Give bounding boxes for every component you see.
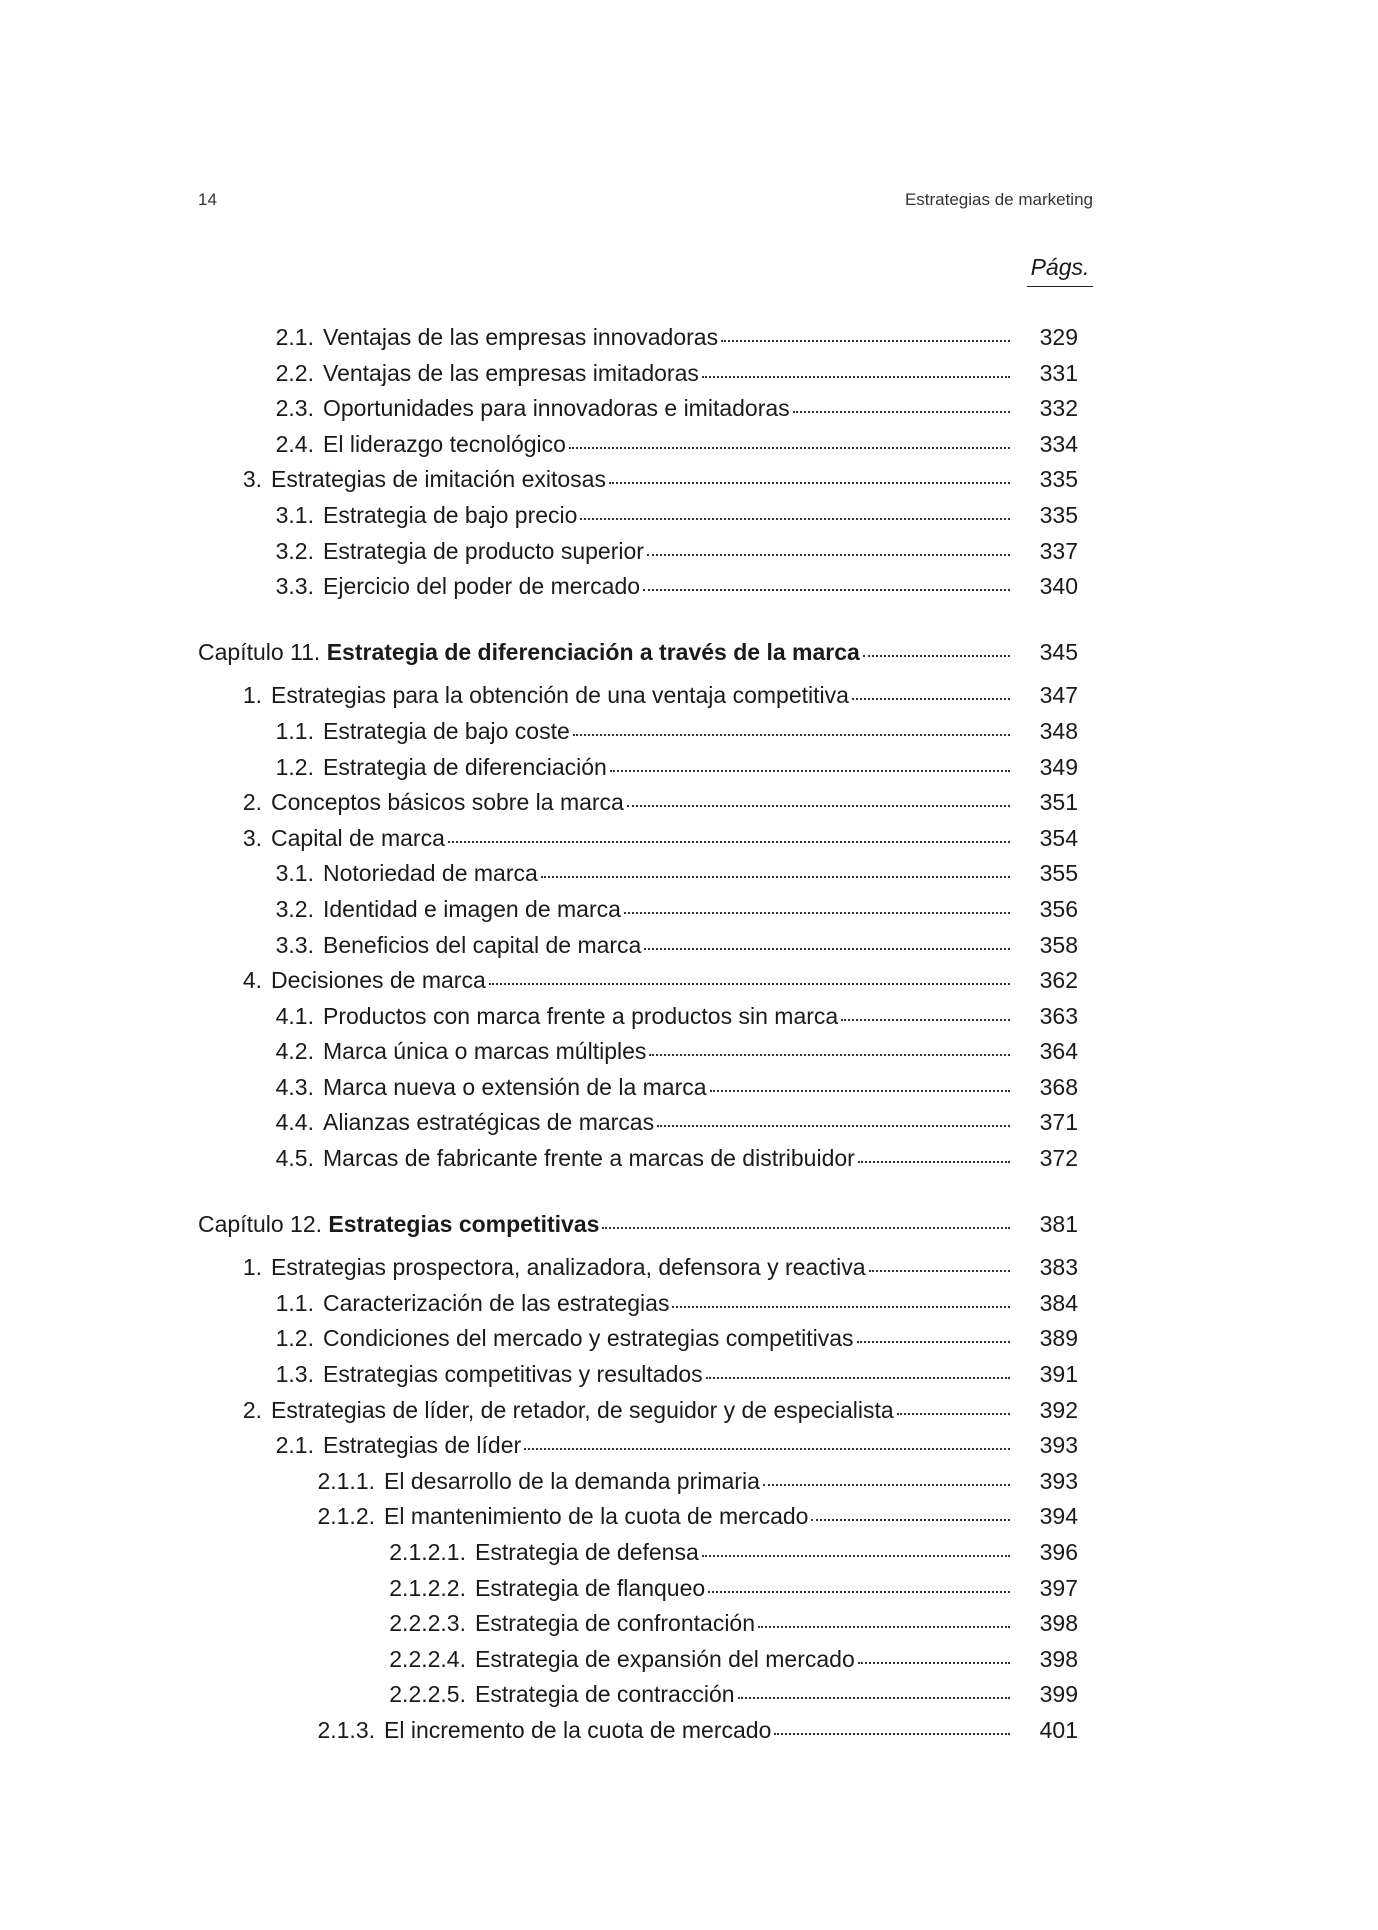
page-ref: 331	[1039, 359, 1078, 386]
dot-leader	[897, 1412, 1010, 1415]
section-title: Conceptos básicos sobre la marca	[271, 789, 624, 816]
dot-leader	[852, 697, 1010, 700]
section-title: Estrategias de imitación exitosas	[271, 466, 606, 493]
toc-entry	[198, 856, 1078, 892]
dot-leader	[448, 840, 1010, 843]
dot-leader	[702, 375, 1010, 378]
section-title: Identidad e imagen de marca	[323, 895, 621, 922]
page-ref: 349	[1039, 753, 1078, 780]
page-ref: 392	[1039, 1396, 1078, 1423]
toc-entry	[198, 1357, 1078, 1393]
dot-leader	[793, 410, 1010, 413]
page-ref: 358	[1039, 931, 1078, 958]
section-number: 4.	[242, 967, 262, 994]
toc-entry	[198, 1677, 1078, 1713]
toc-entry	[198, 892, 1078, 928]
toc-entry	[198, 498, 1078, 534]
section-number: 2.2.2.4.	[389, 1645, 466, 1672]
section-number: 2.1.2.	[317, 1503, 375, 1530]
page-ref: 335	[1039, 501, 1078, 528]
section-title: Notoriedad de marca	[323, 860, 538, 887]
dot-leader	[657, 1124, 1010, 1127]
chapter-prefix: Capítulo 11.	[198, 638, 321, 665]
toc-entry	[198, 1393, 1078, 1429]
page-ref: 396	[1039, 1539, 1078, 1565]
toc-entry	[198, 750, 1078, 786]
page-ref: 393	[1039, 1467, 1078, 1494]
dot-leader	[738, 1696, 1010, 1699]
section-title: Condiciones del mercado y estrategias competitivas	[323, 1325, 854, 1352]
section-title: Estrategia de contracción	[475, 1681, 735, 1708]
toc-entry	[198, 785, 1078, 821]
dot-leader	[609, 481, 1010, 484]
page-ref: 337	[1039, 537, 1078, 564]
page-ref: 335	[1039, 466, 1078, 493]
toc-entry	[198, 714, 1078, 750]
section-number: 2.3.	[275, 395, 314, 422]
toc-entry	[198, 1141, 1078, 1177]
section-title: El liderazgo tecnológico	[323, 430, 566, 457]
dot-leader	[858, 1160, 1010, 1163]
page-ref: 368	[1039, 1073, 1078, 1100]
toc-entry	[198, 928, 1078, 964]
toc-entry	[198, 1464, 1078, 1500]
section-number: 1.2.	[275, 1325, 314, 1352]
section-title: Estrategia de defensa	[475, 1539, 699, 1565]
section-number: 1.2.	[275, 753, 314, 780]
toc-entry	[198, 678, 1078, 714]
dot-leader	[647, 553, 1010, 556]
page-ref: 398	[1039, 1645, 1078, 1672]
toc-entry	[198, 1571, 1078, 1607]
section-title: Capital de marca	[271, 824, 445, 851]
page-ref: 345	[1039, 638, 1078, 665]
chapter-prefix: Capítulo 12.	[198, 1210, 323, 1237]
section-title: Estrategia de expansión del mercado	[475, 1645, 855, 1672]
toc-entry	[198, 1713, 1078, 1749]
section-number: 3.3.	[275, 573, 314, 600]
toc-entry	[198, 534, 1078, 570]
dot-leader	[649, 1053, 1010, 1056]
dot-leader	[610, 769, 1010, 772]
page-ref: 332	[1039, 395, 1078, 422]
section-number: 2.1.2.2.	[389, 1574, 466, 1601]
dot-leader	[811, 1518, 1010, 1521]
section-title: Estrategia de confrontación	[475, 1610, 756, 1637]
toc-entry	[198, 356, 1078, 392]
dot-leader	[710, 1089, 1010, 1092]
dot-leader	[524, 1447, 1010, 1450]
chapter-name: Estrategia de diferenciación a través de la marca	[326, 638, 860, 665]
dot-leader	[644, 947, 1010, 950]
section-number: 2.4.	[275, 430, 314, 457]
dot-leader	[857, 1340, 1010, 1343]
chapter-name: Estrategias competitivas	[328, 1210, 600, 1237]
toc-entry	[198, 1070, 1078, 1106]
section-title: El desarrollo de la demanda primaria	[384, 1467, 760, 1494]
page-ref: 391	[1039, 1361, 1078, 1388]
page-ref: 362	[1039, 967, 1078, 994]
toc-entry	[198, 1286, 1078, 1322]
section-title: Estrategias de líder	[323, 1432, 522, 1459]
section-number: 3.	[242, 466, 262, 493]
toc-entry	[198, 1428, 1078, 1464]
toc-entry	[198, 1250, 1078, 1286]
toc-entry	[198, 1642, 1078, 1678]
toc-entry	[198, 320, 1078, 356]
page-ref: 356	[1039, 895, 1078, 922]
toc-entry	[198, 1034, 1078, 1070]
page-ref: 348	[1039, 717, 1078, 744]
section-title: Estrategias competitivas y resultados	[323, 1361, 703, 1388]
section-number: 4.4.	[275, 1109, 314, 1136]
section-title: Estrategia de producto superior	[323, 537, 644, 564]
section-title: Estrategia de flanqueo	[475, 1574, 706, 1601]
section-number: 2.	[242, 789, 262, 816]
section-number: 2.	[242, 1396, 262, 1423]
page-ref: 329	[1039, 324, 1078, 350]
section-title: Beneficios del capital de marca	[323, 931, 642, 958]
section-number: 3.2.	[275, 895, 314, 922]
dot-leader	[602, 1226, 1010, 1229]
section-number: 2.2.2.3.	[389, 1610, 466, 1637]
section-title: Marca nueva o extensión de la marca	[323, 1073, 707, 1100]
toc-entry	[198, 391, 1078, 427]
section-title: Estrategia de bajo coste	[323, 717, 570, 744]
dot-leader	[774, 1732, 1010, 1735]
dot-leader	[758, 1625, 1010, 1628]
section-number: 4.2.	[275, 1038, 314, 1065]
section-number: 4.5.	[275, 1145, 314, 1172]
section-number: 3.3.	[275, 931, 314, 958]
page-ref: 393	[1039, 1432, 1078, 1459]
dot-leader	[708, 1590, 1010, 1593]
section-number: 3.1.	[275, 860, 314, 887]
page-ref: 384	[1039, 1289, 1078, 1316]
section-number: 3.1.	[275, 501, 314, 528]
dot-leader	[624, 911, 1010, 914]
table-of-contents	[198, 320, 1078, 1749]
toc-entry	[198, 821, 1078, 857]
page-ref: 389	[1039, 1325, 1078, 1352]
section-number: 2.1.	[275, 1432, 314, 1459]
section-number: 3.	[242, 824, 262, 851]
dot-leader	[721, 339, 1010, 342]
section-title: Ejercicio del poder de mercado	[323, 573, 641, 600]
chapter-title	[198, 1207, 599, 1243]
toc-entry	[198, 963, 1078, 999]
page-number: 14	[198, 190, 217, 209]
toc-chapter-entry	[198, 1207, 1078, 1243]
dot-leader	[569, 446, 1010, 449]
section-title: Estrategias para la obtención de una ventaja competitiva	[271, 682, 849, 709]
section-number: 1.1.	[275, 1289, 314, 1316]
dot-leader	[672, 1305, 1010, 1308]
section-title: El mantenimiento de la cuota de mercado	[384, 1503, 809, 1530]
page-ref: 398	[1039, 1610, 1078, 1637]
dot-leader	[863, 654, 1010, 657]
dot-leader	[541, 875, 1010, 878]
section-number: 1.	[242, 682, 262, 709]
page-ref: 351	[1039, 789, 1078, 816]
section-number: 1.3.	[275, 1361, 314, 1388]
section-title: Alianzas estratégicas de marcas	[323, 1109, 655, 1136]
toc-entry	[198, 1499, 1078, 1535]
page-ref: 347	[1039, 682, 1078, 709]
section-title: Estrategia de bajo precio	[323, 501, 578, 528]
pages-column-label: Págs.	[1027, 254, 1093, 287]
page-ref: 364	[1039, 1038, 1078, 1065]
page-ref: 399	[1039, 1681, 1078, 1708]
section-title: Decisiones de marca	[271, 967, 486, 994]
section-title: Caracterización de las estrategias	[323, 1289, 670, 1316]
section-number: 2.1.2.1.	[389, 1539, 466, 1565]
section-title: El incremento de la cuota de mercado	[384, 1716, 772, 1743]
section-title: Estrategia de diferenciación	[323, 753, 607, 780]
page-ref: 401	[1039, 1716, 1078, 1743]
running-head: Estrategias de marketing	[904, 190, 1093, 209]
dot-leader	[841, 1018, 1010, 1021]
toc-entry	[198, 1321, 1078, 1357]
toc-entry	[198, 569, 1078, 605]
dot-leader	[627, 804, 1010, 807]
section-title: Ventajas de las empresas imitadoras	[323, 359, 699, 386]
section-number: 2.1.3.	[317, 1716, 375, 1743]
page-ref: 394	[1039, 1503, 1078, 1530]
section-title: Estrategias de líder, de retador, de seguidor y de especialista	[271, 1396, 894, 1423]
dot-leader	[643, 588, 1010, 591]
section-title: Productos con marca frente a productos sin marca	[323, 1002, 839, 1029]
section-number: 4.1.	[275, 1002, 314, 1029]
section-title: Marcas de fabricante frente a marcas de distribuidor	[323, 1145, 855, 1172]
section-title: Oportunidades para innovadoras e imitadoras	[323, 395, 790, 422]
section-number: 2.1.1.	[317, 1467, 375, 1494]
dot-leader	[702, 1554, 1010, 1557]
page-ref: 355	[1039, 860, 1078, 887]
page-ref: 363	[1039, 1002, 1078, 1029]
section-number: 2.1.	[275, 324, 314, 350]
dot-leader	[706, 1376, 1010, 1379]
dot-leader	[858, 1661, 1010, 1664]
section-title: Estrategias prospectora, analizadora, defensora y reactiva	[271, 1254, 866, 1281]
page-ref: 372	[1039, 1145, 1078, 1172]
section-number: 1.1.	[275, 717, 314, 744]
toc-entry	[198, 1606, 1078, 1642]
section-number: 3.2.	[275, 537, 314, 564]
toc-entry	[198, 999, 1078, 1035]
section-number: 4.3.	[275, 1073, 314, 1100]
dot-leader	[763, 1483, 1010, 1486]
dot-leader	[573, 733, 1010, 736]
page-ref: 371	[1039, 1109, 1078, 1136]
page-ref: 354	[1039, 824, 1078, 851]
toc-entry	[198, 1105, 1078, 1141]
dot-leader	[489, 982, 1010, 985]
toc-chapter-entry	[198, 635, 1078, 671]
toc-entry	[198, 427, 1078, 463]
section-number: 2.2.2.5.	[389, 1681, 466, 1708]
page-ref: 383	[1039, 1254, 1078, 1281]
page-ref: 397	[1039, 1574, 1078, 1601]
toc-entry	[198, 1535, 1078, 1571]
page-ref: 340	[1039, 573, 1078, 600]
section-number: 1.	[242, 1254, 262, 1281]
toc-entry	[198, 462, 1078, 498]
chapter-title	[198, 635, 860, 671]
page-ref: 334	[1039, 430, 1078, 457]
dot-leader	[580, 517, 1010, 520]
dot-leader	[869, 1269, 1011, 1272]
section-title: Marca única o marcas múltiples	[323, 1038, 647, 1065]
page-ref: 381	[1039, 1210, 1078, 1237]
section-number: 2.2.	[275, 359, 314, 386]
section-title: Ventajas de las empresas innovadoras	[323, 324, 719, 350]
